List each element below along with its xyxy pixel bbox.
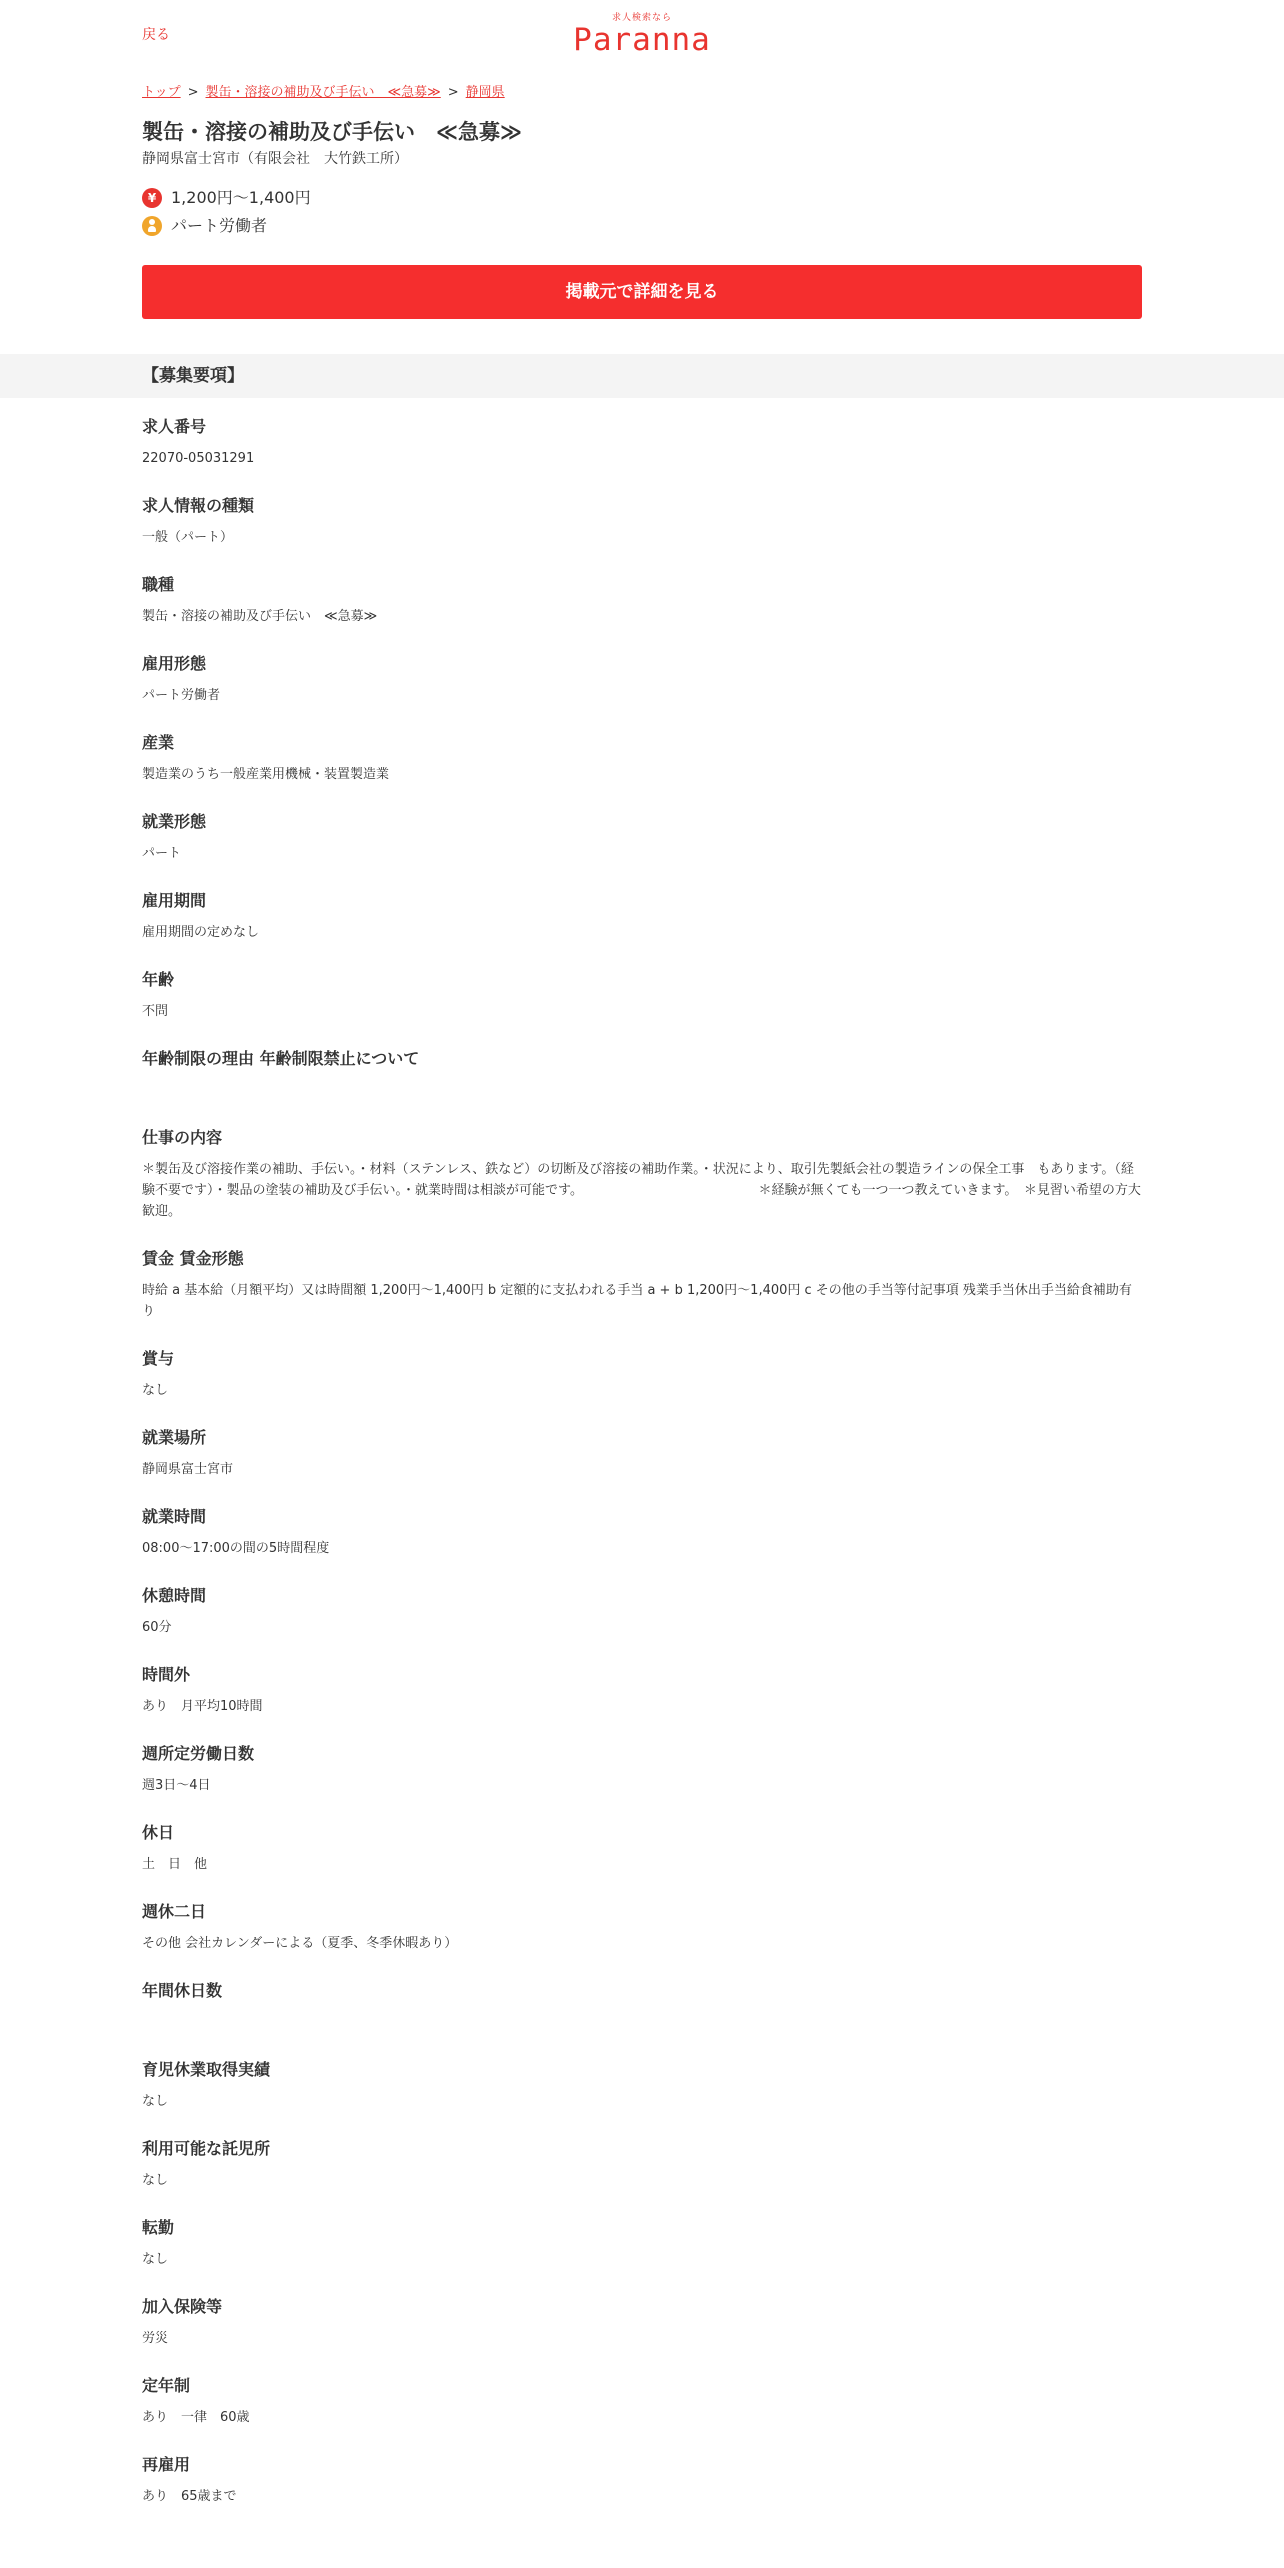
detail-label: 就業形態	[142, 812, 207, 831]
detail-label: 週所定労働日数	[142, 1744, 255, 1763]
detail-label: 再雇用	[142, 2455, 191, 2474]
employment-row	[142, 215, 1142, 237]
detail-item	[142, 2453, 1142, 2507]
detail-item	[142, 1900, 1142, 1954]
detail-label: 利用可能な託児所	[142, 2139, 271, 2158]
detail-value: パート労働者	[142, 688, 221, 703]
detail-item	[142, 889, 1142, 943]
view-details-button[interactable]: 掲載元で詳細を見る	[142, 265, 1142, 319]
yen-icon: ¥	[142, 188, 162, 208]
detail-label: 育児休業取得実績	[142, 2060, 271, 2079]
detail-value: 22070-05031291	[142, 451, 255, 466]
detail-value: 一般（パート）	[142, 530, 234, 545]
detail-label: 加入保険等	[142, 2297, 223, 2316]
detail-value: なし	[142, 2252, 169, 2267]
detail-item	[142, 968, 1142, 1022]
detail-item	[142, 2216, 1142, 2270]
detail-item	[142, 1821, 1142, 1875]
detail-value: 製造業のうち一般産業用機械・装置製造業	[142, 767, 390, 782]
detail-value	[142, 1080, 1142, 1101]
person-icon	[142, 216, 162, 236]
detail-item	[142, 2137, 1142, 2191]
detail-item	[142, 1347, 1142, 1401]
detail-label: 賃金 賃金形態	[142, 1249, 244, 1268]
detail-label: 雇用期間	[142, 891, 207, 910]
detail-item	[142, 1126, 1142, 1222]
detail-value: ＊製缶及び溶接作業の補助、手伝い。・材料（ステンレス、鉄など）の切断及び溶接の補助作業。・状況により、取引先製紙会社の製造ラインの保全工事 もあります。（経験不要です）・製品の塗装の補助及び手伝い。・就業時間は相談が可能です。 ＊経験が無くても一つ一つ教えていきます。 ＊見習い希望の方大歓迎。	[142, 1162, 1141, 1219]
detail-value: 週3日～4日	[142, 1778, 211, 1793]
detail-label: 休日	[142, 1823, 175, 1842]
detail-value: なし	[142, 2173, 169, 2188]
wage-text: 1,200円～1,400円	[171, 188, 311, 207]
detail-value: 静岡県富士宮市	[142, 1462, 234, 1477]
detail-item	[142, 415, 1142, 469]
detail-item	[142, 1247, 1142, 1322]
detail-value: あり 一律 60歳	[142, 2410, 250, 2425]
detail-item	[142, 573, 1142, 627]
detail-value: 不問	[142, 1004, 169, 1019]
detail-item	[142, 1742, 1142, 1796]
detail-value: パート	[142, 846, 182, 861]
detail-label: 年間休日数	[142, 1981, 223, 2000]
detail-label: 賞与	[142, 1349, 175, 1368]
site-logo[interactable]	[572, 12, 712, 56]
detail-value: 土 日 他	[142, 1857, 208, 1872]
detail-label: 定年制	[142, 2376, 191, 2395]
detail-item	[142, 652, 1142, 706]
site-header	[142, 0, 1142, 62]
detail-value: あり 月平均10時間	[142, 1699, 263, 1714]
page-title: 製缶・溶接の補助及び手伝い ≪急募≫	[142, 120, 522, 144]
wage-row	[142, 187, 1142, 209]
detail-value: 08:00～17:00の間の5時間程度	[142, 1541, 330, 1556]
detail-item	[142, 2374, 1142, 2428]
detail-label: 仕事の内容	[142, 1128, 223, 1147]
detail-item	[142, 2295, 1142, 2349]
detail-item	[142, 1047, 1142, 1101]
breadcrumb-item-prefecture[interactable]: 静岡県	[465, 85, 505, 100]
detail-label: 産業	[142, 733, 175, 752]
section-title: 【募集要項】	[142, 366, 244, 386]
detail-label: 雇用形態	[142, 654, 207, 673]
detail-item	[142, 1426, 1142, 1480]
detail-item	[142, 2058, 1142, 2112]
detail-value: 時給 a 基本給（月額平均）又は時間額 1,200円～1,400円 b 定額的に支払われる手当 a + b 1,200円～1,400円 c その他の手当等付記事項 残業手当休出手当給食補助有り	[142, 1283, 1132, 1319]
detail-value: なし	[142, 1383, 169, 1398]
detail-value: なし	[142, 2094, 169, 2109]
detail-label: 就業時間	[142, 1507, 207, 1526]
breadcrumb-item-job[interactable]: 製缶・溶接の補助及び手伝い ≪急募≫	[205, 85, 441, 100]
detail-value: 労災	[142, 2331, 169, 2346]
section-header	[0, 354, 1284, 398]
detail-label: 週休二日	[142, 1902, 207, 1921]
back-link[interactable]: 戻る	[142, 27, 170, 43]
detail-item	[142, 731, 1142, 785]
detail-item	[142, 1584, 1142, 1638]
breadcrumb-item-top[interactable]: トップ	[142, 85, 181, 100]
detail-label: 休憩時間	[142, 1586, 207, 1605]
detail-value: 製缶・溶接の補助及び手伝い ≪急募≫	[142, 609, 378, 624]
detail-label: 求人情報の種類	[142, 496, 255, 515]
detail-value: その他 会社カレンダーによる（夏季、冬季休暇あり）	[142, 1936, 458, 1951]
detail-value: 雇用期間の定めなし	[142, 925, 260, 940]
detail-item	[142, 1505, 1142, 1559]
logo-tagline: 求人検索なら	[611, 13, 672, 23]
detail-label: 年齢制限の理由 年齢制限禁止について	[142, 1049, 420, 1068]
breadcrumb-separator: >	[447, 85, 459, 100]
company-location: 静岡県富士宮市（有限会社 大竹鉄工所）	[142, 151, 408, 167]
detail-item	[142, 494, 1142, 548]
detail-label: 時間外	[142, 1665, 191, 1684]
breadcrumb-separator: >	[187, 85, 199, 100]
detail-label: 求人番号	[142, 417, 207, 436]
detail-value: 60分	[142, 1620, 172, 1635]
detail-value	[142, 2012, 1142, 2033]
detail-label: 職種	[142, 575, 175, 594]
logo-wordmark: Paranna	[573, 22, 711, 58]
detail-label: 転勤	[142, 2218, 175, 2237]
employment-text: パート労働者	[171, 216, 268, 235]
detail-item	[142, 1979, 1142, 2033]
job-details-list	[142, 398, 1142, 2507]
detail-label: 年齢	[142, 970, 175, 989]
detail-label: 就業場所	[142, 1428, 207, 1447]
breadcrumb	[142, 84, 1142, 102]
detail-item	[142, 810, 1142, 864]
detail-item	[142, 1663, 1142, 1717]
detail-value: あり 65歳まで	[142, 2489, 237, 2504]
